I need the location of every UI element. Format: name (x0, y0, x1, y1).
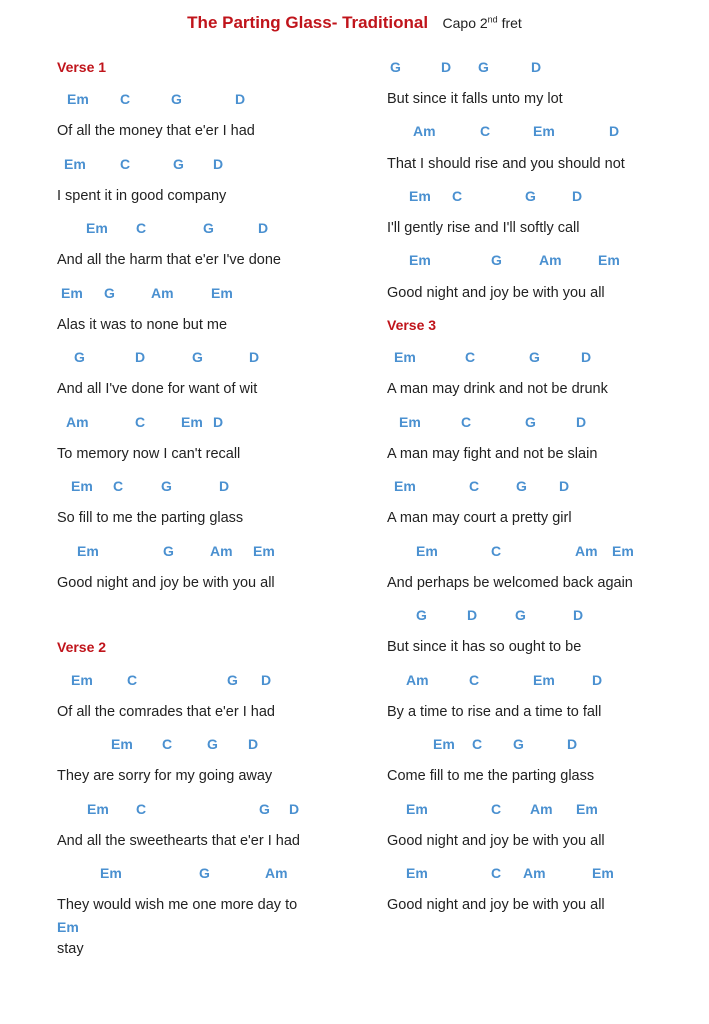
chord: Em (394, 349, 416, 365)
lyric-line: But since it falls unto my lot (387, 91, 563, 107)
chord-line (387, 865, 687, 883)
chord: G (171, 91, 182, 107)
chord-line (387, 543, 687, 561)
lyric-line: They would wish me one more day to (57, 897, 298, 913)
chord: C (491, 865, 502, 881)
chord: C (469, 672, 480, 688)
chord: Em (399, 414, 421, 430)
chord: D (576, 414, 587, 430)
capo-fret: fret (497, 15, 522, 31)
lyric-line: And perhaps be welcomed back again (387, 575, 633, 591)
chord: Am (575, 543, 598, 559)
chord: Am (66, 414, 89, 430)
chord: D (213, 156, 224, 172)
chord: D (573, 607, 584, 623)
capo-note (443, 15, 522, 31)
chord: G (259, 801, 270, 817)
chord: Am (151, 285, 174, 301)
chord: Em (77, 543, 99, 559)
chord: Em (409, 188, 431, 204)
chord-line (57, 865, 357, 883)
lyric-line: A man may court a pretty girl (387, 510, 572, 526)
chord-line (387, 736, 687, 754)
chord: Am (530, 801, 553, 817)
lyric-line: Alas it was to none but me (57, 317, 228, 333)
lyric-line: So fill to me the parting glass (57, 510, 244, 526)
lyric-line: That I should rise and you should not (387, 156, 625, 172)
chord: G (516, 478, 527, 494)
chord: G (416, 607, 427, 623)
chord: D (609, 123, 620, 139)
title-row (0, 13, 709, 33)
chord: G (161, 478, 172, 494)
chord: D (441, 59, 452, 75)
chord: C (135, 414, 146, 430)
lyric-line: Good night and joy be with you all (57, 575, 275, 591)
chord: C (120, 156, 131, 172)
chord: Em (416, 543, 438, 559)
chord: D (289, 801, 300, 817)
chord: G (491, 252, 502, 268)
chord: Em (406, 865, 428, 881)
chord: Am (413, 123, 436, 139)
chord: D (219, 478, 230, 494)
lyric-line: They are sorry for my going away (57, 768, 273, 784)
chord-line (57, 543, 357, 561)
chord: C (136, 801, 147, 817)
chord: G (525, 188, 536, 204)
chord: Am (406, 672, 429, 688)
chord-line (57, 220, 357, 238)
chord: C (491, 801, 502, 817)
chord: C (136, 220, 147, 236)
chord: C (120, 91, 131, 107)
chord: Em (394, 478, 416, 494)
chord: D (581, 349, 592, 365)
chord: D (258, 220, 269, 236)
lyric-line: A man may drink and not be drunk (387, 381, 608, 397)
lyric-line: Of all the comrades that e'er I had (57, 704, 275, 720)
chord-line (387, 672, 687, 690)
chord-line (57, 91, 357, 109)
chord: G (74, 349, 85, 365)
lyric-line: Come fill to me the parting glass (387, 768, 595, 784)
chord: C (452, 188, 463, 204)
lyric-line: And all the harm that e'er I've done (57, 252, 281, 268)
chord: G (173, 156, 184, 172)
chord-line (387, 59, 687, 77)
chord: Em (406, 801, 428, 817)
lyric-line: By a time to rise and a time to fall (387, 704, 602, 720)
chord: G (104, 285, 115, 301)
song-title: The Parting Glass- Traditional (187, 13, 429, 32)
chord: G (203, 220, 214, 236)
chord: Em (433, 736, 455, 752)
chord: G (207, 736, 218, 752)
chord: C (162, 736, 173, 752)
lyric-line: I'll gently rise and I'll softly call (387, 220, 580, 236)
chord: Am (523, 865, 546, 881)
chord: G (192, 349, 203, 365)
chord: Am (265, 865, 288, 881)
verse-2-heading: Verse 2 (57, 639, 107, 655)
chord-line (57, 285, 357, 303)
chord-line (57, 156, 357, 174)
chord-line (57, 672, 357, 690)
chord: G (227, 672, 238, 688)
lyric-line: But since it has so ought to be (387, 639, 582, 655)
chord: G (199, 865, 210, 881)
chord: G (513, 736, 524, 752)
chord-line (57, 736, 357, 754)
chord: G (478, 59, 489, 75)
chord: G (515, 607, 526, 623)
chord: Am (539, 252, 562, 268)
chord-line (57, 414, 357, 432)
chord: G (525, 414, 536, 430)
verse-1-heading: Verse 1 (57, 59, 107, 75)
chord: Em (181, 414, 203, 430)
chord: Em (533, 672, 555, 688)
chord: Am (210, 543, 233, 559)
chord: Em (576, 801, 598, 817)
chord: D (559, 478, 570, 494)
verse-3-heading: Verse 3 (387, 317, 437, 333)
capo-ordinal: nd (487, 14, 498, 25)
chord: Em (111, 736, 133, 752)
chord: Em (67, 91, 89, 107)
chord: Em (598, 252, 620, 268)
chord: Em (64, 156, 86, 172)
chord-line (387, 349, 687, 367)
chord: Em (253, 543, 275, 559)
lyric-line: stay (57, 941, 84, 957)
chord: C (469, 478, 480, 494)
chord-line (57, 349, 357, 367)
chord: Em (409, 252, 431, 268)
chord: Em (612, 543, 634, 559)
chord: D (261, 672, 272, 688)
lyric-line: Good night and joy be with you all (387, 833, 605, 849)
chord: G (163, 543, 174, 559)
chord-line (387, 123, 687, 141)
lyric-line: To memory now I can't recall (57, 446, 241, 462)
chord: D (213, 414, 224, 430)
chord: D (248, 736, 259, 752)
chord-line (57, 478, 357, 496)
chord: C (127, 672, 138, 688)
chord-line (387, 801, 687, 819)
chord: Em (592, 865, 614, 881)
chord: Em (71, 478, 93, 494)
chord: C (480, 123, 491, 139)
capo-text: Capo 2 (442, 15, 488, 31)
chord-line (57, 801, 357, 819)
lyric-line: Of all the money that e'er I had (57, 123, 255, 139)
chord: C (472, 736, 483, 752)
chord: D (572, 188, 583, 204)
chord-line (387, 414, 687, 432)
chord: Em (71, 672, 93, 688)
chord: D (567, 736, 578, 752)
lyric-line: And all I've done for want of wit (57, 381, 258, 397)
chord: Em (86, 220, 108, 236)
chord: G (390, 59, 401, 75)
chord: Em (87, 801, 109, 817)
lyric-line: Good night and joy be with you all (387, 285, 605, 301)
chord: D (467, 607, 478, 623)
lyric-line: And all the sweethearts that e'er I had (57, 833, 300, 849)
chord: Em (61, 285, 83, 301)
chord: D (249, 349, 260, 365)
chord: Em (57, 919, 79, 935)
chord: C (465, 349, 476, 365)
chord-line (387, 188, 687, 206)
chord-line (387, 607, 687, 625)
chord: Em (533, 123, 555, 139)
chord: D (592, 672, 603, 688)
chord: Em (100, 865, 122, 881)
chord-line (387, 478, 687, 496)
lyric-line: A man may fight and not be slain (387, 446, 598, 462)
chord-line (387, 252, 687, 270)
chord: C (491, 543, 502, 559)
chord: C (461, 414, 472, 430)
lyric-line: I spent it in good company (57, 188, 227, 204)
chord: D (531, 59, 542, 75)
chord: D (235, 91, 246, 107)
chord: D (135, 349, 146, 365)
chord: C (113, 478, 124, 494)
chord: Em (211, 285, 233, 301)
lyric-line: Good night and joy be with you all (387, 897, 605, 913)
chord: G (529, 349, 540, 365)
